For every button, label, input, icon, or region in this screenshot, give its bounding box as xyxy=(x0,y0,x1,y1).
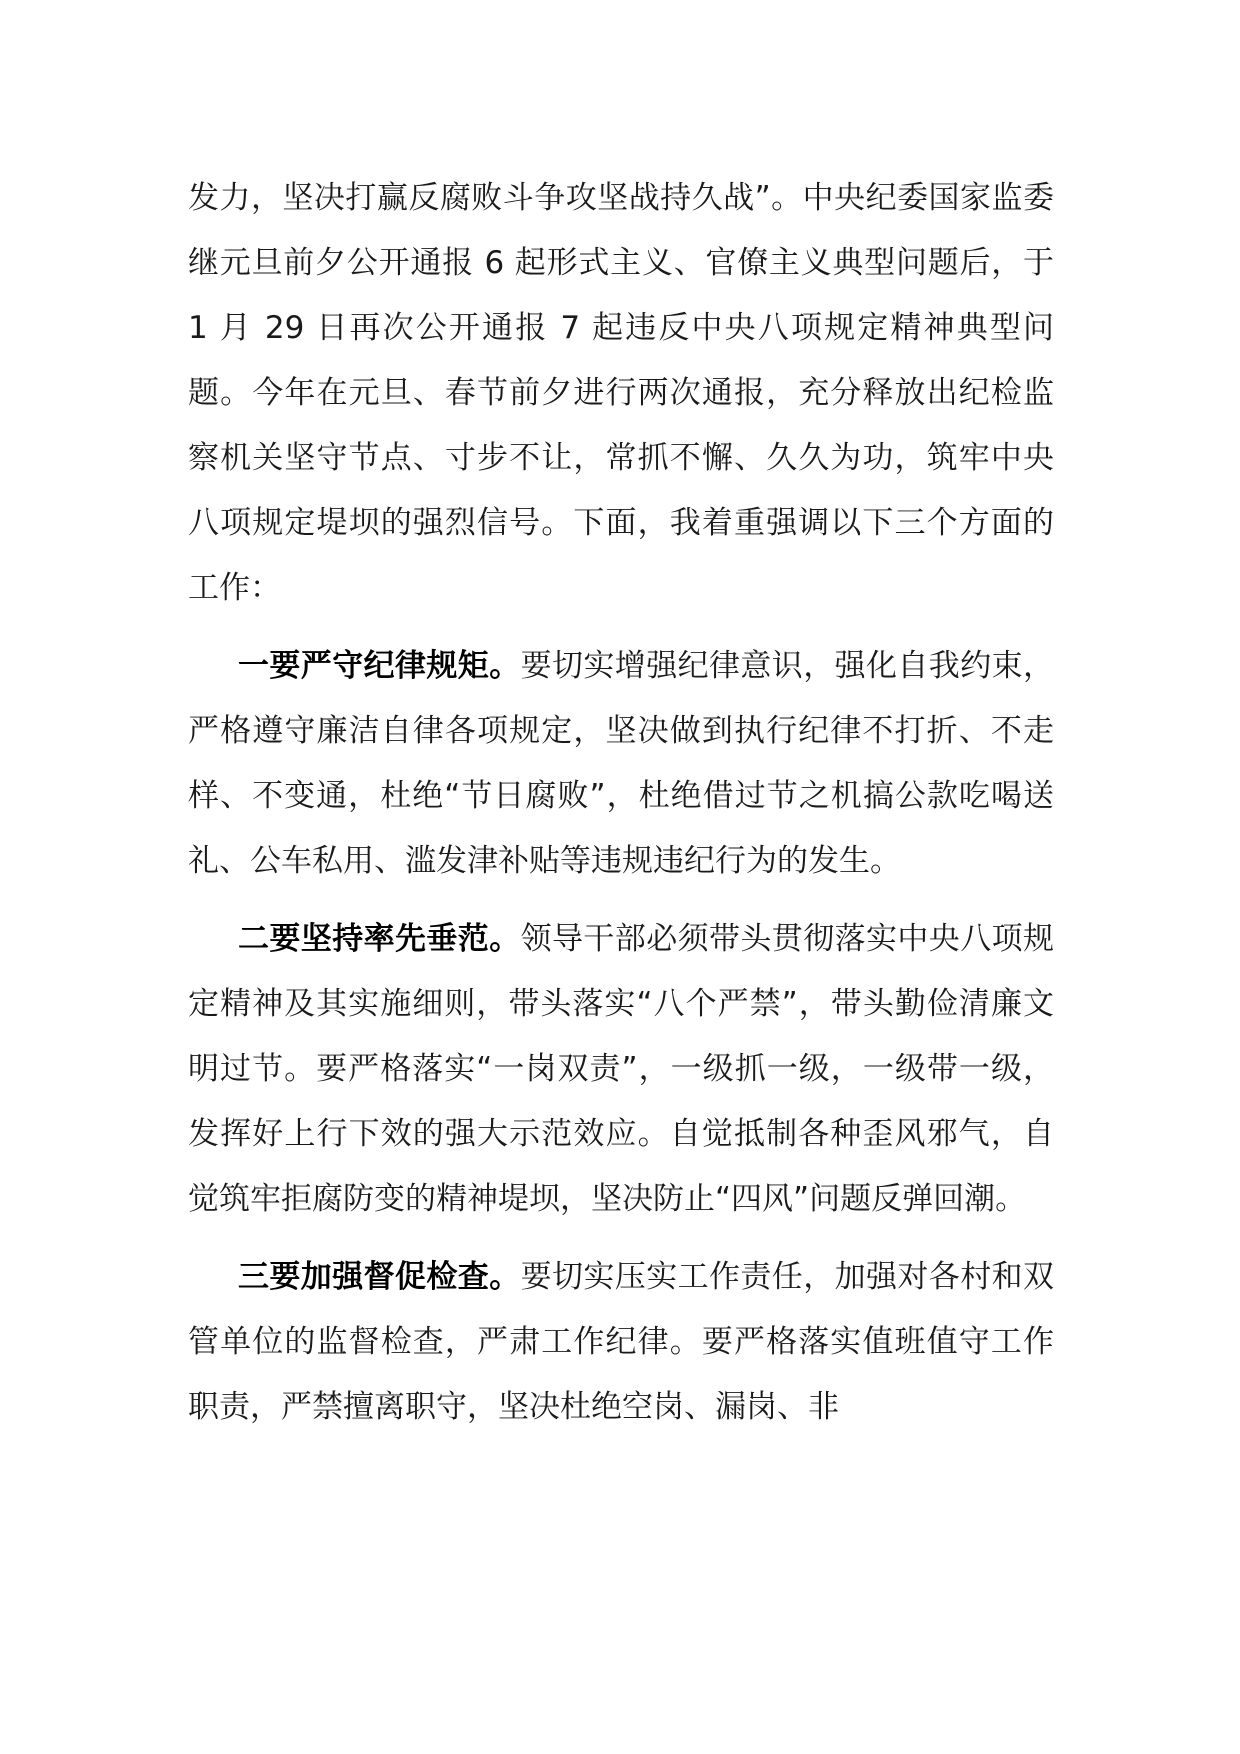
paragraph-point-2 xyxy=(188,907,1054,1232)
paragraph-point-3-heading: 三要加强督促检查。 xyxy=(238,1259,521,1295)
paragraph-intro xyxy=(188,166,1054,621)
paragraph-point-1-text: 要切实增强纪律意识，强化自我约束，严格遵守廉洁自律各项规定，坚决做到执行纪律不打折、不走样、不变通，杜绝“节日腐败”，杜绝借过节之机搞公款吃喝送礼、公车私用、滥发津补贴等违规违纪行为的发生。 xyxy=(188,648,1055,879)
paragraph-intro-text: 发力，坚决打赢反腐败斗争攻坚战持久战”。中央纪委国家监委继元旦前夕公开通报 6 起形式主义、官僚主义典型问题后，于 1 月 29 日再次公开通报 7 起违反中央八项规定精神典型问题。今年在元旦、春节前夕进行两次通报，充分释放出纪检监察机关坚守节点、寸步不让，常抓不懈、久久为功，筑牢中央八项规定堤坝的强烈信号。下面，我着重强调以下三个方面的工作： xyxy=(188,180,1054,606)
paragraph-point-3-text: 要切实压实工作责任，加强对各村和双管单位的监督检查，严肃工作纪律。要严格落实值班值守工作职责，严禁擅离职守，坚决杜绝空岗、漏岗、非 xyxy=(188,1259,1055,1425)
paragraph-point-2-text: 领导干部必须带头贯彻落实中央八项规定精神及其实施细则，带头落实“八个严禁”，带头勤俭清廉文明过节。要严格落实“一岗双责”，一级抓一级，一级带一级，发挥好上行下效的强大示范效应。自觉抵制各种歪风邪气，自觉筑牢拒腐防变的精神堤坝，坚决防止“四风”问题反弹回潮。 xyxy=(188,921,1055,1217)
paragraph-point-3 xyxy=(188,1245,1054,1440)
document-body xyxy=(188,166,1054,1440)
paragraph-point-2-heading: 二要坚持率先垂范。 xyxy=(238,921,521,957)
paragraph-point-1-heading: 一要严守纪律规矩。 xyxy=(238,648,521,684)
paragraph-point-1 xyxy=(188,634,1054,894)
